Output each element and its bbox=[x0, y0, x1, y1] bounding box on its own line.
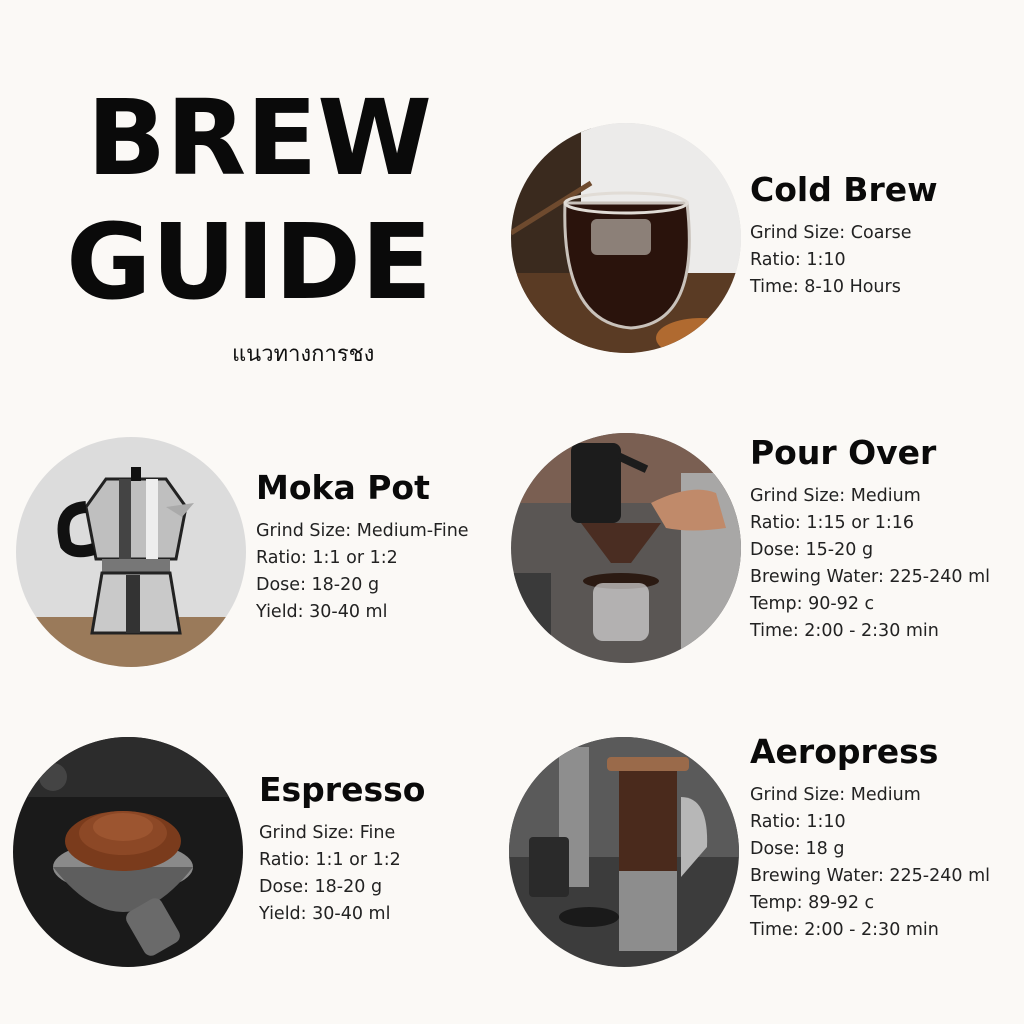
espresso-spec: Yield: 30-40 ml bbox=[259, 904, 391, 924]
aeropress-spec: Time: 2:00 - 2:30 min bbox=[750, 920, 939, 940]
page-title-line-2: GUIDE bbox=[66, 201, 432, 323]
aeropress-photo bbox=[509, 737, 739, 967]
aeropress-spec: Dose: 18 g bbox=[750, 839, 845, 859]
cold-brew-spec: Time: 8-10 Hours bbox=[750, 277, 901, 297]
pour-over-title: Pour Over bbox=[750, 433, 937, 472]
aeropress-spec: Grind Size: Medium bbox=[750, 785, 921, 805]
pour-over-photo bbox=[511, 433, 741, 663]
pour-over-spec: Temp: 90-92 c bbox=[750, 594, 875, 614]
pour-over-spec: Brewing Water: 225-240 ml bbox=[750, 567, 990, 587]
moka-pot-photo bbox=[16, 437, 246, 667]
page-subtitle: แนวทางการชง bbox=[232, 342, 375, 367]
pour-over-spec: Grind Size: Medium bbox=[750, 486, 921, 506]
pour-over-spec: Ratio: 1:15 or 1:16 bbox=[750, 513, 915, 533]
cold-brew-spec: Ratio: 1:10 bbox=[750, 250, 846, 270]
espresso-photo bbox=[13, 737, 243, 967]
aeropress-title: Aeropress bbox=[750, 732, 939, 771]
moka-pot-spec: Yield: 30-40 ml bbox=[256, 602, 388, 622]
espresso-title: Espresso bbox=[259, 770, 426, 809]
cold-brew-spec: Grind Size: Coarse bbox=[750, 223, 912, 243]
moka-pot-title: Moka Pot bbox=[256, 468, 430, 507]
espresso-spec: Grind Size: Fine bbox=[259, 823, 396, 843]
espresso-spec: Ratio: 1:1 or 1:2 bbox=[259, 850, 401, 870]
pour-over-card bbox=[750, 433, 990, 645]
moka-pot-spec: Ratio: 1:1 or 1:2 bbox=[256, 548, 398, 568]
pour-over-spec: Dose: 15-20 g bbox=[750, 540, 874, 560]
moka-pot-spec: Dose: 18-20 g bbox=[256, 575, 380, 595]
moka-pot-spec: Grind Size: Medium-Fine bbox=[256, 521, 469, 541]
espresso-spec: Dose: 18-20 g bbox=[259, 877, 383, 897]
moka-pot-card bbox=[256, 468, 469, 626]
cold-brew-title: Cold Brew bbox=[750, 170, 938, 209]
aeropress-card bbox=[750, 732, 990, 944]
espresso-card bbox=[259, 770, 426, 928]
aeropress-spec: Temp: 89-92 c bbox=[750, 893, 875, 913]
cold-brew-card bbox=[750, 170, 938, 301]
cold-brew-photo bbox=[511, 123, 741, 353]
aeropress-spec: Ratio: 1:10 bbox=[750, 812, 846, 832]
aeropress-spec: Brewing Water: 225-240 ml bbox=[750, 866, 990, 886]
pour-over-spec: Time: 2:00 - 2:30 min bbox=[750, 621, 939, 641]
page-title-line-1: BREW bbox=[86, 77, 432, 199]
